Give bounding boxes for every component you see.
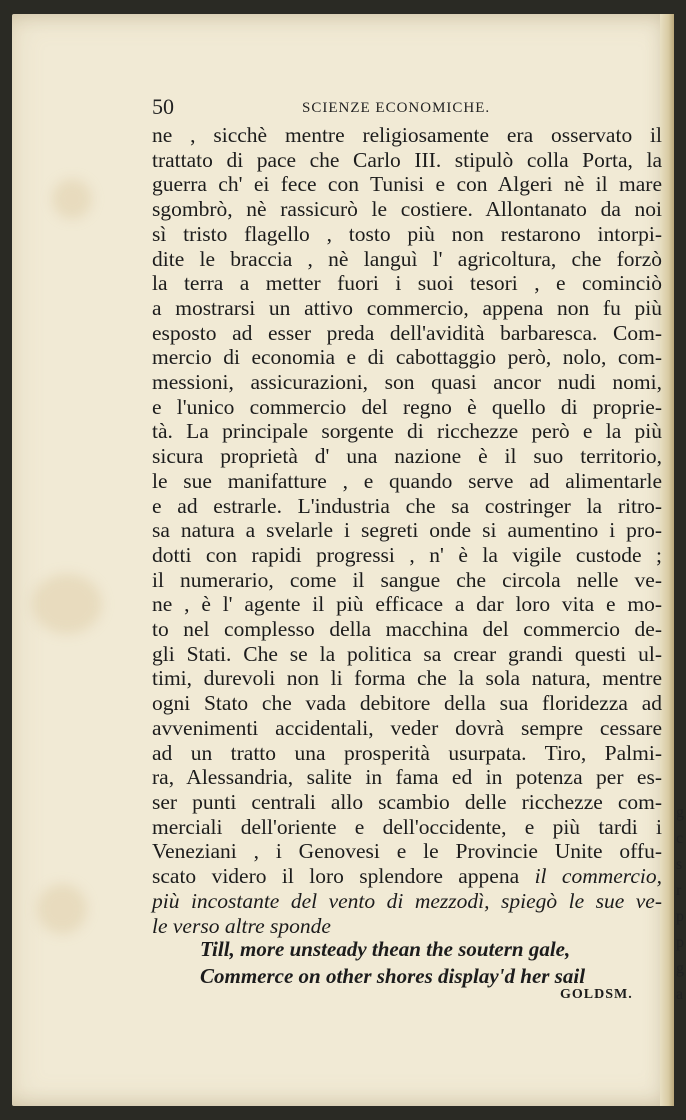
text-line: mercio di economia e di cabottaggio però, nolo, com- xyxy=(152,345,662,370)
italic-text: il commercio, xyxy=(534,864,663,889)
page-number: 50 xyxy=(152,94,174,119)
text-line: tà. La principale sorgente di ricchezze però e la più xyxy=(152,419,662,444)
body-text xyxy=(152,123,662,938)
text-line: esposto ad esser preda dell'avidità barbaresca. Com- xyxy=(152,320,662,345)
paper-stain xyxy=(32,574,102,634)
italic-line: le verso altre sponde xyxy=(152,913,331,938)
quotation-attribution: GOLDSM. xyxy=(560,987,633,1002)
text-line: trattato di pace che Carlo III. stipulò colla Porta, la xyxy=(152,147,662,172)
running-head: SCIENZE ECONOMICHE. xyxy=(302,100,491,116)
margin-letter: p xyxy=(676,934,684,951)
text-line: guerra ch' ei fece con Tunisi e con Algeri nè il mare xyxy=(152,172,662,197)
text-line: sì tristo flagello , tosto più non restarono intorpi- xyxy=(152,221,662,246)
verse-line: Till, more unsteady thean the soutern gale, xyxy=(200,937,571,961)
text-line: ogni Stato che vada debitore della sua floridezza ad xyxy=(152,691,662,716)
text-line: la terra a metter fuori i suoi tesori , e cominciò xyxy=(152,271,662,296)
text-line: sa natura a svelarle i segreti onde si aumentino i pro- xyxy=(152,518,662,543)
margin-letter: g xyxy=(676,960,684,977)
text-line: Veneziani , i Genovesi e le Provincie Unite offu- xyxy=(152,839,662,864)
verse-line: Commerce on other shores display'd her sail xyxy=(200,964,586,988)
text-line: merciali dell'oriente e dell'occidente, e più tardi i xyxy=(152,814,662,839)
page-edge xyxy=(660,14,674,1106)
italic-line: più incostante del vento di mezzodì, spiegò le sue ve- xyxy=(152,888,662,913)
text-line: dotti con rapidi progressi , n' è la vigile custode ; xyxy=(152,542,662,567)
text-line: sicura proprietà d' una nazione è il suo territorio, xyxy=(152,444,662,469)
margin-letter: g xyxy=(676,804,684,821)
text-line: ne , sicchè mentre religiosamente era osservato il xyxy=(152,123,662,147)
text-line-roman: scato videro il loro splendore appena xyxy=(152,864,520,889)
margin-letter: s xyxy=(676,856,683,873)
paper-stain xyxy=(37,884,87,934)
text-line: avvenimenti accidentali, veder dovrà sempre cessare xyxy=(152,715,662,740)
text-line: ser punti centrali allo scambio delle ricchezze com- xyxy=(152,789,662,814)
text-line: to nel complesso della macchina del commercio de- xyxy=(152,617,662,642)
margin-letter: r xyxy=(676,882,682,899)
text-line: a mostrarsi un attivo commercio, appena non fu più xyxy=(152,295,662,320)
facing-page-margin xyxy=(676,800,686,1008)
text-line: le sue manifatture , e quando serve ad alimentarle xyxy=(152,468,662,493)
text-line: e l'unico commercio del regno è quello di proprie- xyxy=(152,394,662,419)
text-line: ra, Alessandria, salite in fama ed in potenza per es- xyxy=(152,765,662,790)
text-line: timi, durevoli non li forma che la sola natura, mentre xyxy=(152,666,662,691)
text-line: e ad estrarle. L'industria che sa costringer la ritro- xyxy=(152,493,662,518)
text-line: ne , è l' agente il più efficace a dar loro vita e mo- xyxy=(152,592,662,617)
text-line: messioni, assicurazioni, son quasi ancor nudi nomi, xyxy=(152,370,662,395)
margin-letter: c xyxy=(676,830,684,847)
text-line: il numerario, come il sangue che circola nelle ve- xyxy=(152,567,662,592)
margin-letter: a xyxy=(676,986,684,1003)
text-line: gli Stati. Che se la politica sa crear grandi questi ul- xyxy=(152,641,662,666)
text-line xyxy=(152,864,662,889)
paper-stain xyxy=(52,179,92,219)
text-line: dite le braccia , nè languì l' agricoltura, che forzò xyxy=(152,246,662,271)
text-line: sgombrò, nè rassicurò le costiere. Allontanato da noi xyxy=(152,197,662,222)
margin-letter: p xyxy=(676,908,684,925)
verse-quotation xyxy=(200,936,660,990)
text-line: ad un tratto una prosperità usurpata. Tiro, Palmi- xyxy=(152,740,662,765)
